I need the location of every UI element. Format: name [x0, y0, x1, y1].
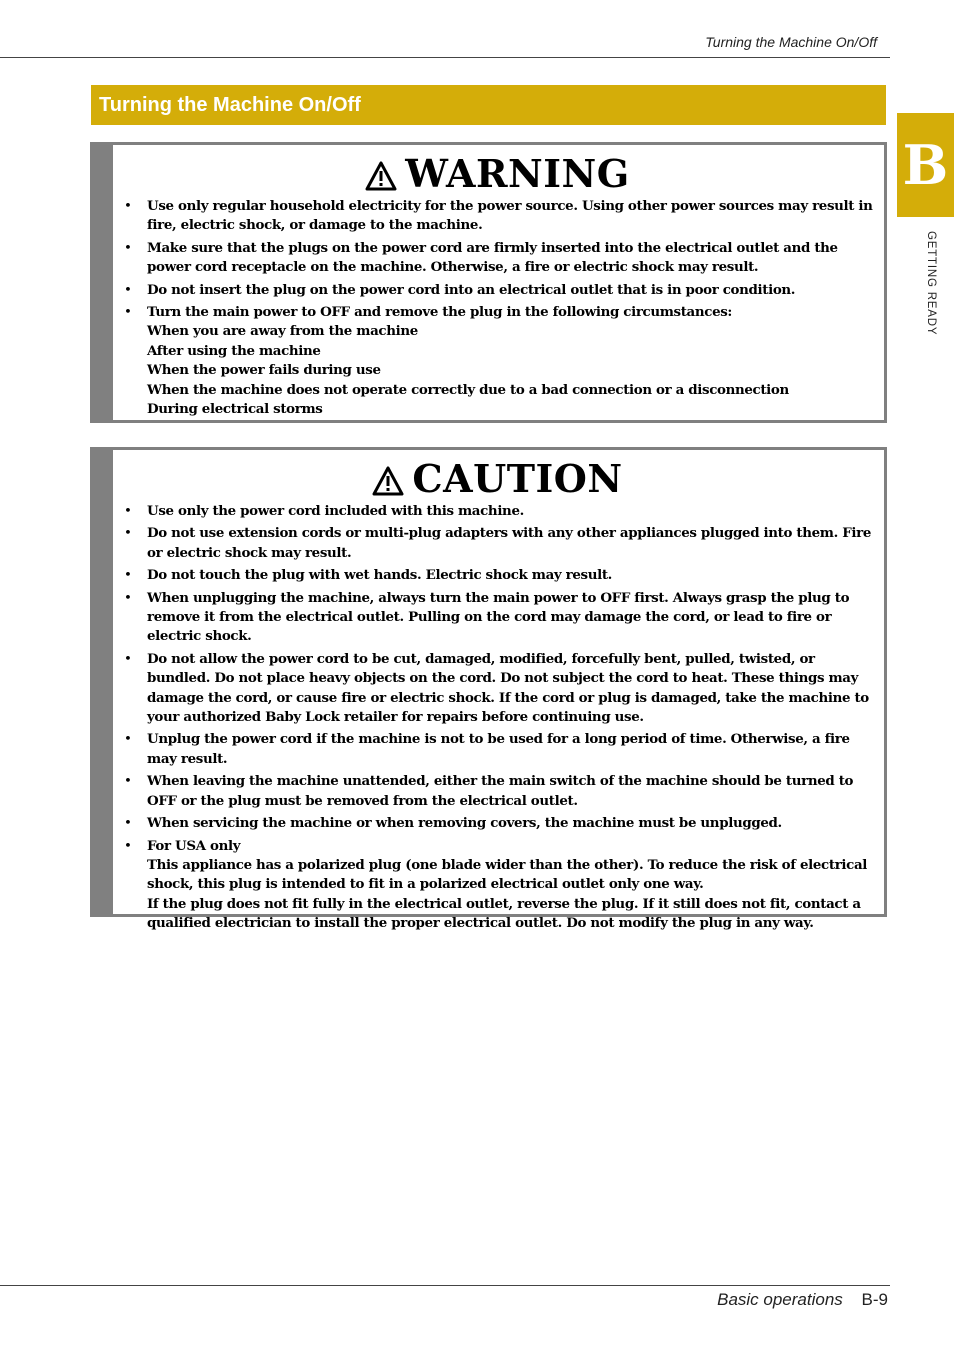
list-item-subline: During electrical storms — [147, 401, 323, 418]
caution-heading-text: CAUTION — [412, 456, 623, 501]
list-item-subline: When you are away from the machine — [147, 323, 418, 340]
page-footer — [717, 1290, 888, 1310]
list-item-subline: If the plug does not fit fully in the electrical outlet, reverse the plug. If it still does not fit, contact a qualified electrician to install the proper electrical outlet. Do not modify the plug in any way. — [147, 895, 861, 932]
list-item-text: Do not use extension cords or multi-plug adapters with any other appliances plugged into them. Fire or electric shock may result. — [147, 525, 872, 561]
section-title: Turning the Machine On/Off — [99, 93, 361, 116]
top-divider — [0, 57, 890, 58]
caution-box — [90, 447, 887, 932]
notice-list-item — [119, 650, 876, 728]
notice-list-item — [119, 730, 876, 769]
list-item-subline: When the power fails during use — [147, 362, 381, 379]
notice-list-item — [119, 239, 876, 278]
warning-triangle-icon — [372, 466, 404, 496]
list-item-text: Use only regular household electricity for the power source. Using other power sources may result in fire, electric shock, or damage to the machine. — [147, 198, 873, 234]
chapter-side-label: GETTING READY — [925, 231, 937, 336]
list-item-text: Make sure that the plugs on the power cord are firmly inserted into the electrical outlet and the power cord receptacle on the machine. Otherwise, a fire or electric shock may result. — [147, 239, 838, 276]
notice-list-item — [119, 772, 876, 811]
list-item-subline: When the machine does not operate correctly due to a bad connection or a disconnection — [147, 381, 789, 398]
warning-triangle-icon — [365, 161, 397, 191]
list-item-text: Do not insert the plug on the power cord into an electrical outlet that is in poor condition. — [147, 281, 796, 298]
notice-list-item — [119, 837, 876, 934]
notice-list-item — [119, 303, 876, 419]
warning-box — [90, 142, 887, 423]
list-item-text: Do not touch the plug with wet hands. Electric shock may result. — [147, 567, 612, 584]
caution-list — [119, 502, 876, 934]
footer-chapter: Basic operations — [717, 1290, 843, 1309]
list-item-text: When servicing the machine or when removing covers, the machine must be unplugged. — [147, 815, 782, 832]
section-header-bar — [91, 85, 886, 125]
list-item-text: When unplugging the machine, always turn the main power to OFF first. Always grasp the plug to remove it from the electrical outlet. Pulling on the cord may damage the cord, or lead to fire or electric shock. — [147, 589, 850, 645]
warning-heading — [119, 151, 876, 197]
list-item-text: Use only the power cord included with this machine. — [147, 503, 524, 519]
list-item-text: Turn the main power to OFF and remove the plug in the following circumstances: — [147, 304, 733, 321]
list-item-text: For USA only — [147, 837, 241, 854]
list-item-text: Do not allow the power cord to be cut, damaged, modified, forcefully bent, pulled, twisted, or bundled. Do not place heavy objects on the cord. Do not subject the cord to heat. These things may damage the cord, or cause fire or electric shock. If the cord or plug is damaged, take the machine to your authorized Baby Lock retailer for repairs before continuing use. — [147, 650, 869, 726]
notice-list-item — [119, 502, 876, 521]
warning-heading-text: WARNING — [405, 151, 630, 196]
list-item-subline: This appliance has a polarized plug (one blade wider than the other). To reduce the risk of electrical shock, this plug is intended to fit in a polarized electrical outlet only one way. — [147, 856, 868, 893]
warning-list — [119, 197, 876, 419]
list-item-text: When leaving the machine unattended, either the main switch of the machine should be turned to OFF or the plug must be removed from the electrical outlet. — [147, 773, 854, 809]
running-head: Turning the Machine On/Off — [705, 34, 877, 50]
list-item-subline: After using the machine — [147, 342, 321, 359]
chapter-tab-letter: B — [902, 133, 949, 197]
list-item-text: Unplug the power cord if the machine is not to be used for a long period of time. Otherwise, a fire may result. — [147, 731, 850, 767]
chapter-tab — [897, 113, 954, 217]
notice-list-item — [119, 197, 876, 236]
notice-list-item — [119, 589, 876, 647]
notice-list-item — [119, 281, 876, 300]
notice-list-item — [119, 566, 876, 585]
bottom-divider — [0, 1285, 890, 1286]
page-number: B-9 — [861, 1290, 888, 1309]
notice-list-item — [119, 814, 876, 833]
caution-heading — [119, 456, 876, 502]
notice-list-item — [119, 524, 876, 563]
